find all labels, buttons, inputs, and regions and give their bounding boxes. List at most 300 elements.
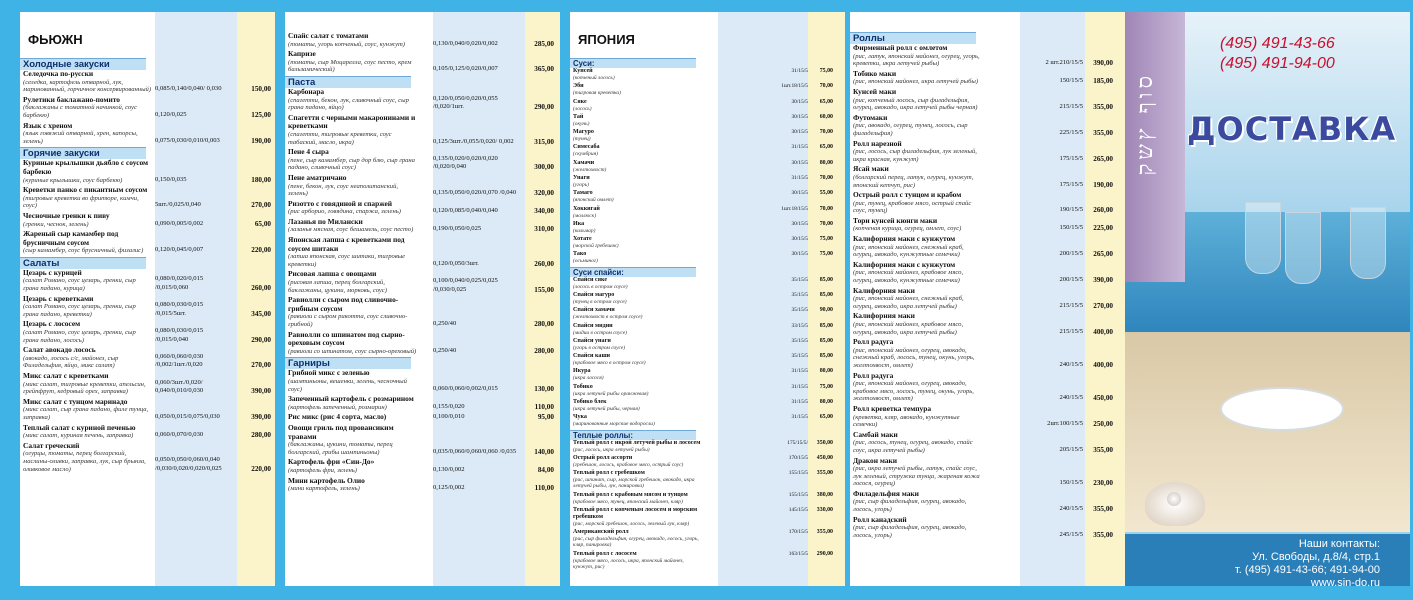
dish-price: 390,00 [1093,59,1113,68]
dish-weight: 30/15/5 [791,98,808,105]
dish-price: 75,00 [819,383,833,390]
menu-item [850,114,1125,140]
dish-description: (томаты, сыр Моцарелла, соус песто, крем бальзамический) [288,58,412,74]
dish-weight: 0,035/0,060/0,060/0,060 /0,035 [433,447,517,455]
menu-item [285,50,560,76]
dish-description: (японский омлет) [573,197,614,204]
menu-item [285,395,560,413]
menu-item [850,235,1125,261]
wine-glass-icon [1245,202,1281,274]
dish-description: (крабовое мясо, тунец, японский майонез, кляр) [573,498,683,505]
dish-name: Икура [573,368,591,375]
dish-weight: 0,080/0,030/0,015 /0,015/0,040 [155,327,204,343]
menu-item [285,270,560,296]
menu-item [285,296,560,330]
dish-description: (микс салат, тигровые креветки, апельсин, грейпфрут, кедровый орех, заправка) [23,380,146,396]
dish-price: 65,00 [819,414,833,421]
dish-weight: 1шт.18/15/5 [781,83,808,90]
dish-name: Хотате [573,236,592,243]
dish-description: (окунь) [573,120,590,127]
dish-weight: 190/15/5 [1059,206,1083,214]
dish-description: (рис, шпинат, сыр, морской гребешок, авокадо, икра летучей рыбы, лук, панировка) [573,477,695,490]
dish-price: 55,00 [819,190,833,197]
dish-price: 60,00 [819,113,833,120]
dish-weight: 225/15/5 [1059,128,1083,136]
menu-item [850,457,1125,490]
dish-description: (рис, японский майонез, огурец, авокадо, снежный краб, лосось, тунец, окунь, угорь, желтохвост, омлет) [853,346,975,369]
dish-weight: 1шт.18/15/5 [781,205,808,212]
dish-description: (рис, икра летучей рыбы, латук, спайс соус, лук зеленый, стружка тунца, жареная кожа лосося, огурец) [853,465,980,488]
dish-name: Тамаго [573,190,593,197]
dish-description: (креветка, кляр, авокадо, кунжутные семечки) [853,413,960,429]
menu-item [285,148,560,174]
menu-item [850,217,1125,235]
dish-weight: 205/15/5 [1059,445,1083,453]
dish-price: 345,00 [251,309,271,318]
dish-price: 260,00 [534,259,554,268]
dish-price: 85,00 [819,276,833,283]
dish-weight: 175/15/5 [1059,154,1083,162]
menu-item [850,516,1125,542]
dish-weight: 30/15/5 [791,159,808,166]
dish-name: Кунсей [573,68,593,75]
dish-weight: 35/15/5 [791,276,808,283]
dish-name: Спайси сяке [573,276,608,283]
dish-name: Ризотто с говядиной и спаржей [288,198,393,208]
dish-description: (пене, сыр камамбер, сыр дор блю, сыр грана падано, сливочный соус) [288,156,415,172]
dish-description: (лапша японская, соус шитаки, тигровые креветки) [288,253,406,268]
dish-description: (копченый лосось) [573,75,615,82]
dish-description: (рис, сыр филадельфия, огурец, авокадо, лосось, угорь) [853,524,967,539]
dish-weight: 30/15/5 [791,236,808,243]
fusion-list [20,58,275,475]
dish-name: Ролл креветка темпура [853,403,932,413]
dish-weight: 0,060/0,070/0,030 [155,431,204,439]
dish-description: (лазанья мясная, соус бешамель, соус песто) [288,226,414,234]
dish-price: 340,00 [534,207,554,216]
dish-price: 220,00 [251,246,271,255]
dish-name: Ясай маки [853,164,889,174]
delivery-title: ДОСТАВКА [1187,110,1397,148]
phone-number-2[interactable]: (495) 491-94-00 [1220,55,1335,72]
dish-price: 190,00 [1093,180,1113,189]
dish-description: (рис, японский майонез, крабовое мясо, огурец, авокадо, икра летучей рыбы) [853,321,964,336]
dish-price: 355,00 [1093,505,1113,514]
dish-name: Теплый салат с куриной печенью [23,422,136,432]
dish-name: Ролл канадский [853,514,907,524]
dish-price: 310,00 [534,225,554,234]
dish-name: Равиолли со шпинатом под сырно-ореховым соусом [288,329,405,348]
dish-price: 65,00 [254,219,271,228]
dish-weight: 0,120/0,045/0,007 [155,246,204,254]
contacts-title: Наши контакты: [1298,538,1380,550]
dish-price: 230,00 [1093,479,1113,488]
menu-item [20,442,275,475]
dish-price: 70,00 [819,83,833,90]
dish-description: (микс салат, куриная печень, заправка) [23,432,134,440]
dish-description: (шампиньоны, вешенки, зелень, чесночный соус) [288,377,407,393]
dish-weight: 200/15/5 [1059,276,1083,284]
dish-weight: 0,060/3шт./0,020/ 0,040/0,010/0,030 [155,378,204,395]
dish-description: (рис, японский майонез, снежный краб, огурец, авокадо, кунжутные семечки) [853,243,964,259]
dish-weight: 163/15/5 [788,550,808,557]
dish-name: Эби [573,83,584,90]
fusion-continued-list [285,32,560,495]
dish-name: Рис микс (рис 4 сорта, масло) [288,412,387,422]
menu-item [570,144,845,159]
menu-item [20,346,275,372]
dish-description: (баклажаны, цукини, томаты, перец болгарский, грибы шампиньоны) [288,441,393,456]
dish-price: 80,00 [819,398,833,405]
dish-weight: 155/15/5 [788,491,808,498]
dish-description: (тунец в остром соусе) [573,299,627,306]
dish-weight: 0,155/0,020 [433,402,465,410]
dish-name: Цезарь с лососем [23,319,81,329]
dish-weight: 0,250/40 [433,346,457,354]
dish-description: (пене, бекон, лук, соус неаполитанский, зелень) [288,182,399,198]
dish-description: (осьминог) [573,258,598,265]
dish-description: (желтохвост) [573,166,607,173]
dish-weight: 0,085/0,140/0,040/ 0,030 [155,85,222,93]
dish-weight: 150/15/5 [1059,77,1083,85]
dish-price: 365,00 [534,65,554,74]
dish-name: Ролл нарезной [853,138,902,148]
dish-weight: 31/15/5 [791,414,808,421]
dish-price: 155,00 [534,285,554,294]
dish-weight: 0,100/0,010 [433,413,465,421]
menu-item [850,287,1125,313]
dish-description: (рисовая лапша, перец болгарский, баклажаны, цукини, морковь, соус) [288,279,387,294]
website-link[interactable]: www.sin-do.ru [1310,577,1380,586]
dish-name: Тай [573,113,584,120]
dish-description: (рис, лосось, сыр филадельфия, лук зеленый, икра красная, кунжут) [853,148,977,163]
menu-item [285,369,560,395]
dish-weight: 30/15/5 [791,113,808,120]
menu-item [570,368,845,383]
dish-description: (куриные крылышки, соус барбекю) [23,176,123,184]
dish-description: (скумбрия) [573,151,598,158]
dish-name: Теплый ролл с икрой летучей рыбы и лососем [573,439,701,446]
dish-weight: 215/15/5 [1059,103,1083,111]
dish-price: 180,00 [251,175,271,184]
dish-weight: 31/15/5 [791,68,808,75]
dish-weight: 31/15/5 [791,398,808,405]
dish-name: Калифорния маки с кунжутом [853,234,956,244]
menu-item [570,492,845,507]
menu-item [850,431,1125,457]
menu-item [285,458,560,476]
menu-item [850,338,1125,371]
dish-description: (гребешок, лосось, крабовое мясо, острый соус) [573,461,684,468]
dish-price: 400,00 [1093,360,1113,369]
menu-item [850,44,1125,70]
dish-price: 320,00 [534,189,554,198]
dish-description: (крабовое мясо в остром соусе) [573,360,646,367]
section-header: Суси: [570,58,696,68]
menu-item [570,129,845,144]
dish-description: (равиоли со шпинатом, соус сырно-ореховый) [288,347,417,355]
dish-description: (икра летучей рыбы оранжевая) [573,390,649,397]
menu-item [570,414,845,429]
menu-item [850,140,1125,166]
dish-description: (салат Романо, соус цезарь, гренки, сыр грана падано, курица) [23,277,136,293]
dish-description: (картофель запеченный, розмарин) [288,403,387,411]
dish-weight: 0,100/0,040/0,025/0,025 /0,030/0,025 [433,277,498,293]
menu-item [570,68,845,83]
dish-description: (огурцы, томаты, перец болгарский, маслины-оливки, заправка, лук, сыр брынза, оливковое масло) [23,450,146,473]
dish-weight: 0,090/0,005/0,002 [155,219,204,227]
dish-price: 95,00 [537,413,554,422]
rolls-panel [850,12,1125,586]
dish-description: (мини картофель, зелень) [288,485,360,493]
dish-weight: 0,050/0,015/0,075/0,030 [155,412,220,420]
dish-weight: 0,135/0,020/0,020/0,020 /0,020/0,040 [433,154,498,171]
contact-phones[interactable]: т. (495) 491-43-66; 491-94-00 [1234,564,1380,576]
dish-description: (рис, японский майонез, крабовое мясо, огурец, авокадо, кунжутные семечки) [853,269,964,285]
dish-name: Жареный сыр камамбер под брусничным соусом [23,229,119,247]
menu-item [570,384,845,399]
dish-name: Карбонара [288,86,325,96]
dish-price: 280,00 [534,320,554,328]
pearl-image [1167,492,1181,506]
dish-name: Спайси мидии [573,322,613,329]
menu-item [285,88,560,114]
dish-price: 90,00 [819,307,833,314]
menu-item [285,114,560,148]
dish-weight: 170/15/5 [788,454,808,461]
dish-description: (рис, сыр филадельфия, огурец, авокадо, лосось, угорь) [853,498,967,514]
dish-weight: 0,060/0,060/0,030 /0,002/1шт./0,020 [155,352,204,369]
dish-weight: 31/15/5 [791,383,808,390]
dish-price: 125,00 [251,110,271,119]
dish-name: Салат греческий [23,440,80,450]
dish-weight: 35/15/5 [791,291,808,298]
dish-price: 355,00 [1093,128,1113,137]
dish-price: 450,00 [1093,394,1113,403]
dish-price: 300,00 [534,163,554,172]
dish-name: Равиолли с сыром под сливочно-грибным соусом [288,295,399,313]
dish-price: 85,00 [819,291,833,298]
dish-price: 380,00 [816,491,833,498]
dish-name: Спайси каши [573,353,611,360]
menu-item [570,236,845,251]
dish-price: 75,00 [819,68,833,75]
dish-weight: 35/15/5 [791,307,808,314]
phone-number-1[interactable]: (495) 491-43-66 [1220,35,1335,52]
dish-name: Капризе [288,49,316,59]
menu-item [850,405,1125,431]
dish-price: 265,00 [1093,154,1113,163]
dish-name: Лазанья по Милански [288,216,363,226]
dish-description: (баклажаны с томатной начинкой, соус барбекю) [23,104,137,119]
dish-name: Тори кунсей кюнги маки [853,215,938,225]
dish-price: 85,00 [819,337,833,344]
dish-price: 355,00 [1093,530,1113,539]
dish-price: 350,00 [816,439,833,446]
dish-name: Чесночные гренки к пиву [23,210,110,220]
dish-name: Цезарь с курицей [23,267,82,277]
dish-weight: 0,050/0,050/0,060/0,040 /0,030/0,020/0,020/0,025 [155,455,222,472]
dish-price: 130,00 [534,384,554,393]
menu-item [285,236,560,270]
dish-name: Ролл радуга [853,370,894,380]
dish-price: 280,00 [251,431,271,440]
dish-name: Креветки панко с пикантным соусом [23,185,148,195]
menu-item [285,200,560,218]
dish-name: Селедочка по-русски [23,69,94,78]
dish-name: Теплый ролл с крабовым мясом и тунцом [573,491,688,498]
menu-item [285,477,560,495]
dish-weight: 240/15/5 [1059,394,1083,402]
dish-weight: 31/15/5 [791,174,808,181]
dish-name: Язык с хреном [23,120,73,130]
dish-price: 315,00 [534,137,554,146]
dish-price: 150,00 [251,85,271,94]
menu-item [850,372,1125,405]
menu-item [850,70,1125,88]
dish-description: (моллюск) [573,212,597,219]
dish-description: (картофель фри, зелень) [288,466,357,474]
dish-weight: 0,135/0,050/0,020/0,070 /0,040 [433,189,517,197]
dish-name: Филадельфия маки [853,488,919,498]
dish-description: (мидии в остром соусе) [573,329,627,336]
dish-description: (рис, лосось, тунец, огурец, авокадо, спайс соус, икра летучей рыбы) [853,439,973,454]
menu-item [570,399,845,414]
dish-description: (икра летучей рыбы, черная) [573,405,640,412]
dish-name: Теплый ролл с копченым лососем и морским гребешком [573,506,698,520]
dish-price: 80,00 [819,159,833,166]
dish-weight: 2 шт.210/15/5 [1045,59,1083,67]
dish-weight: 0,080/0,030/0,015 /0,015/5шт. [155,301,204,317]
dish-description: (рис, тунец, крабовое мясо, острый спайс соус, тунец) [853,199,972,215]
dish-description: (рис, японский майонез, огурец, авокадо, крабовое мясо, лосось, тунец, окунь, угорь, желтохвост, омлет) [853,380,974,403]
dish-description: (спагетти, бекон, лук, сливочный соус, сыр грана падано, яйцо) [288,96,409,112]
dish-name: Спайс салат с томатами [288,31,369,40]
dish-price: 140,00 [534,447,554,456]
contacts-block [1125,534,1410,586]
menu-item [570,175,845,190]
dish-weight: 5шт./0,025/0,040 [155,201,201,209]
menu-item [20,372,275,398]
dish-price: 85,00 [819,322,833,329]
dish-weight: 170/15/5 [788,529,808,536]
dish-description: (авокадо, лосось с/с, майонез, сыр Филадельфия, яйцо, микс салат) [23,354,119,370]
dish-price: 355,00 [816,529,833,536]
menu-item [20,295,275,321]
dish-description: (гренки, чеснок, зелень) [23,220,89,228]
dish-description: (тигровая креветка) [573,90,621,97]
dish-description: (салат Романо, соус цезарь, гренки, сыр грана падано, лосось) [23,329,136,344]
fusion-panel [20,12,275,586]
dish-name: Салат авокадо лосось [23,345,96,355]
plate-image [1220,387,1344,431]
dish-name: Хамачи [573,159,595,166]
dish-description: (маринованные морские водоросли) [573,421,655,428]
dish-weight: 0,120/0,025 [155,110,187,118]
dish-name: Унаги [573,174,590,181]
dish-price: 290,00 [251,335,271,344]
dish-weight: 0,130/0,040/0,020/0,002 [433,39,498,47]
dish-price: 290,00 [816,550,833,557]
menu-item [850,191,1125,217]
dish-description: (рис арборио, говядина, спаржа, зелень) [288,208,401,216]
dish-weight: 0,060/0,060/0,002/0,015 [433,384,498,392]
dish-description: (угорь) [573,182,589,189]
menu-item [850,312,1125,338]
dish-price: 110,00 [534,484,554,493]
dish-name: Ика [573,220,585,227]
dish-name: Тобико маки [853,68,897,78]
dish-name: Симесаба [573,144,600,151]
dish-price: 75,00 [819,251,833,258]
dish-price: 270,00 [1093,301,1113,310]
dish-description: (спагетти, тигровые креветки, соус табаский, масло, икра) [288,130,392,146]
dish-weight: 0,125/3шт./0,055/0,020/ 0,002 [433,137,514,145]
dish-name: Спайси унаги [573,337,611,344]
dish-price: 65,00 [819,98,833,105]
dish-name: Магуро [573,129,594,136]
dish-name: Рулетики баклажано-помито [23,94,120,104]
dish-weight: 175/15/5/ [787,439,808,446]
dish-price: 355,00 [1093,103,1113,112]
dish-name: Спагетти с черными макаронинами и креветками [288,112,416,131]
dish-name: Ролл радуга [853,337,894,347]
fusion-continued-panel [285,12,560,586]
dish-name: Тобико [573,383,593,390]
menu-item [570,323,845,338]
dish-weight: 150/15/5 [1059,479,1083,487]
dish-price: 285,00 [534,39,554,48]
dish-description: (рис, латук, японский майонез, огурец, угорь, креветки, икра летучей рыбы) [853,52,980,68]
dish-description: (селедка, картофель отварной, лук, маринованный, горчичное консервированный) [23,78,152,94]
dish-name: Куриные крылышки дьябло с соусом барбекю [23,158,149,176]
dish-weight: 215/15/5 [1059,327,1083,335]
dish-name: Картофель фри «Син-До» [288,457,375,467]
dish-description: (морской гребешок) [573,243,619,250]
dish-weight: 0,190/0,050/0,025 [433,225,482,233]
dish-name: Запеченный картофель с розмарином [288,394,414,404]
menu-item [570,529,845,551]
dish-weight: 200/15/5 [1059,250,1083,258]
dish-description: (лосось) [573,105,592,112]
japan-panel [570,12,845,586]
dish-name: Пене 4 сыра [288,147,329,157]
dish-description: (рис, японский майонез, снежный краб, огурец, авокадо, икра летучей рыбы) [853,295,964,310]
dish-weight: 175/15/5 [1059,180,1083,188]
dish-weight: 0,130/0,002 [433,465,465,473]
restaurant-logo: סוף ץשק [1133,72,1158,176]
section-header: Салаты [20,257,146,269]
dish-description: (равиоли с сыром рикотта, соус сливочно-грибной) [288,313,408,328]
dish-price: 450,00 [816,454,833,461]
dish-weight: 30/15/5 [791,220,808,227]
menu-item [570,190,845,205]
menu-item [850,165,1125,191]
dish-description: (угорь в остром соусе) [573,344,626,351]
dish-description: (рис, авокадо, огурец, тунец, лосось, сыр филадельфия) [853,122,968,137]
menu-item [570,307,845,322]
menu-item [570,206,845,221]
menu-item [20,269,275,295]
menu-item [850,490,1125,516]
dish-price: 355,00 [1093,445,1113,454]
dish-price: 280,00 [534,346,554,355]
dish-description: (кальмар) [573,227,596,234]
menu-item [570,277,845,292]
dish-weight: 0,120/0,085/0,040/0,040 [433,207,498,215]
dish-weight: 215/15/5 [1059,301,1083,309]
section-header: Гарниры [285,357,411,369]
